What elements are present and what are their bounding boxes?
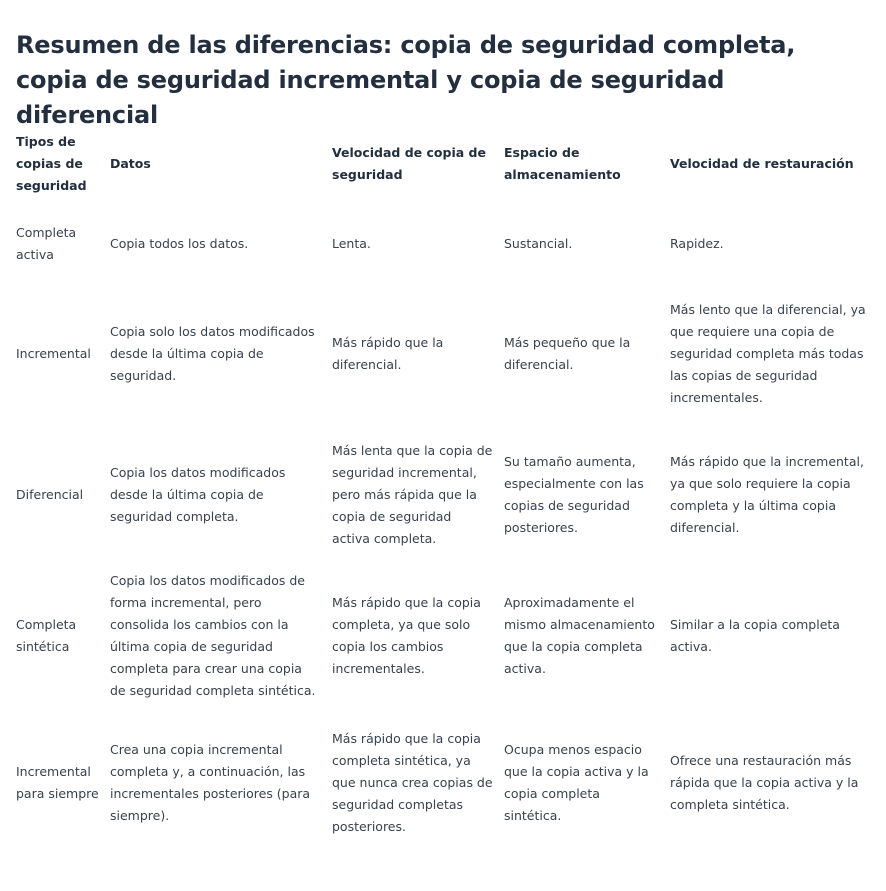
cell-data: Copia los datos modificados desde la última copia de seguridad completa. — [110, 465, 286, 524]
cell-restore-speed: Rapidez. — [670, 236, 724, 251]
table-row — [8, 430, 874, 560]
cell-type: Diferencial — [16, 487, 84, 502]
cell-backup-speed: Más rápido que la copia completa, ya que solo copia los cambios incrementales. — [332, 595, 481, 676]
table-row — [8, 560, 874, 712]
cell-type: Incremental para siempre — [16, 763, 99, 801]
cell-backup-speed: Más lenta que la copia de seguridad incremental, pero más rápida que la copia de seguridad activa completa. — [332, 443, 493, 546]
cell-restore-speed: Similar a la copia completa activa. — [670, 617, 840, 654]
table-row — [8, 210, 874, 278]
cell-storage: Aproximadamente el mismo almacenamiento que la copia completa activa. — [504, 595, 655, 676]
cell-backup-speed: Lenta. — [332, 236, 371, 251]
cell-storage: Su tamaño aumenta, especialmente con las copias de seguridad posteriores. — [504, 454, 644, 535]
header-restore-speed: Velocidad de restauración — [670, 156, 854, 171]
cell-data: Copia todos los datos. — [110, 236, 249, 251]
header-backup-types: Tipos de copias de seguridad — [16, 134, 87, 193]
cell-data: Crea una copia incremental completa y, a continuación, las incrementales posteriores (para siempre). — [110, 741, 311, 823]
cell-type: Completa activa — [16, 225, 77, 262]
cell-data: Copia solo los datos modificados desde la última copia de seguridad. — [110, 324, 315, 383]
cell-backup-speed: Más rápido que la copia completa sintética, ya que nunca crea copias de seguridad completas posteriores. — [332, 730, 493, 834]
table-header-row — [8, 118, 874, 210]
cell-storage: Más pequeño que la diferencial. — [504, 335, 631, 372]
table-row — [8, 712, 874, 853]
cell-type: Incremental — [16, 346, 91, 361]
cell-restore-speed: Ofrece una restauración más rápida que la copia activa y la completa sintética. — [670, 752, 859, 812]
cell-data: Copia los datos modificados de forma incremental, pero consolida los cambios con la última copia de seguridad completa para crear una copia de seguridad completa sintética. — [110, 573, 316, 698]
comparison-table — [8, 118, 874, 853]
table-row — [8, 278, 874, 430]
cell-storage: Ocupa menos espacio que la copia activa y la copia completa sintética. — [504, 741, 649, 823]
cell-backup-speed: Más rápido que la diferencial. — [332, 335, 444, 372]
cell-storage: Sustancial. — [504, 236, 573, 251]
header-storage: Espacio de almacenamiento — [504, 145, 621, 182]
cell-restore-speed: Más rápido que la incremental, ya que solo requiere la copia completa y la última copia diferencial. — [670, 454, 864, 535]
header-data: Datos — [110, 156, 151, 171]
page-title: Resumen de las diferencias: copia de seguridad completa, copia de seguridad incremental y copia de seguridad diferencial — [16, 31, 796, 129]
cell-restore-speed: Más lento que la diferencial, ya que requiere una copia de seguridad completa más todas las copias de seguridad incrementales. — [670, 302, 866, 405]
cell-type: Completa sintética — [16, 617, 77, 654]
header-backup-speed: Velocidad de copia de seguridad — [332, 145, 486, 182]
